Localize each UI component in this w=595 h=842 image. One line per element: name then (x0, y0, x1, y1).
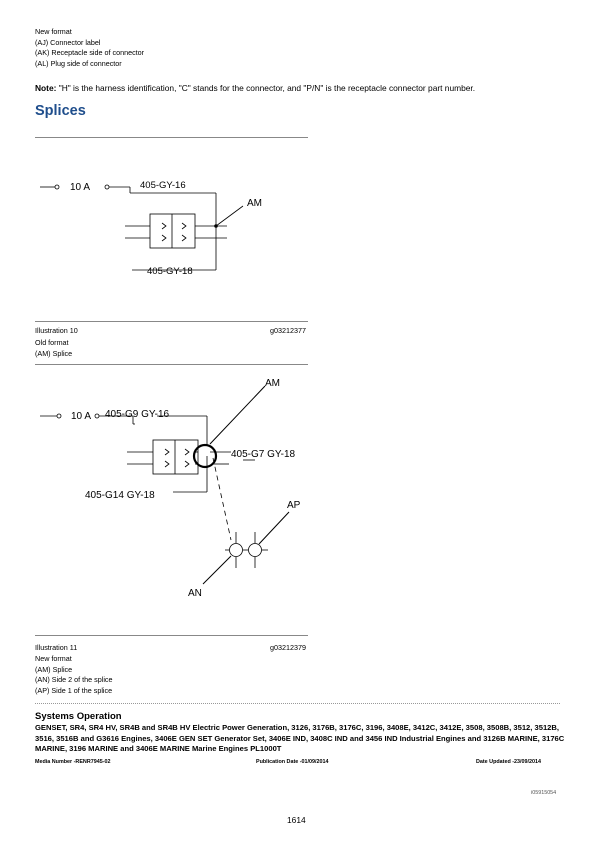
connector-box (150, 214, 195, 248)
media-number: Media Number -RENR7945-02 (35, 759, 111, 765)
divider (35, 321, 308, 322)
publication-date: Publication Date -01/09/2014 (256, 759, 329, 765)
document-id: i05915054 (531, 790, 557, 796)
caption-line: (AL) Plug side of connector (35, 58, 122, 68)
date-updated: Date Updated -23/09/2014 (476, 759, 542, 765)
callout-leader (259, 512, 289, 544)
fuse-terminal (57, 414, 61, 418)
fuse-label: 10 A (69, 182, 91, 193)
divider (35, 137, 308, 138)
illustration-code: g03212379 (270, 643, 306, 652)
callout-leader (216, 206, 243, 226)
page-number: 1614 (287, 815, 306, 825)
top-caption (35, 27, 144, 69)
caption-line: New format (35, 27, 72, 36)
wire-label: 405-G9 GY-16 (105, 409, 170, 420)
note-label: Note: (35, 83, 57, 93)
illustration-11-diagram (35, 372, 310, 604)
splice-side-2 (230, 544, 243, 557)
section-title: Splices (35, 103, 86, 119)
callout-am: AM (265, 378, 280, 389)
caption-line: New format (35, 654, 72, 663)
pin-chevron (165, 449, 169, 455)
pin-chevron (162, 223, 166, 229)
pin-chevron (165, 461, 169, 467)
caption-line: (AP) Side 1 of the splice (35, 685, 113, 695)
wire-label: 405-G7 GY-18 (231, 449, 296, 460)
callout-leader (213, 458, 231, 540)
wire-label: 405-GY-16 (140, 180, 186, 191)
fuse-terminal (95, 414, 99, 418)
fuse-terminal (105, 185, 109, 189)
callout-ap: AP (287, 500, 301, 511)
pin-chevron (182, 223, 186, 229)
illustration-caption (35, 338, 72, 359)
footer-divider (35, 703, 560, 704)
caption-line: (AM) Splice (35, 348, 73, 358)
callout-am: AM (247, 198, 262, 209)
illustration-10-diagram (35, 150, 295, 290)
pin-chevron (162, 235, 166, 241)
fuse-label: 10 A (70, 411, 92, 422)
wire-label: 405-GY-18 (147, 266, 193, 277)
splice-dot (214, 224, 218, 228)
callout-leader (210, 386, 265, 444)
note-paragraph (35, 83, 475, 93)
splice-marker (194, 445, 216, 467)
systems-operation-title: Systems Operation (35, 711, 122, 722)
caption-line: (AK) Receptacle side of connector (35, 48, 145, 57)
illustration-number: Illustration 10 (35, 326, 78, 335)
pin-chevron (185, 461, 189, 467)
caption-line: Old format (35, 338, 69, 347)
splice-side-1 (249, 544, 262, 557)
illustration-caption (35, 654, 113, 696)
pin-chevron (185, 449, 189, 455)
divider (35, 635, 308, 636)
divider (35, 364, 308, 365)
fuse-terminal (55, 185, 59, 189)
illustration-number: Illustration 11 (35, 643, 78, 652)
caption-line: (AN) Side 2 of the splice (35, 675, 113, 684)
caption-line: (AJ) Connector label (35, 37, 101, 47)
callout-an: AN (188, 588, 202, 599)
illustration-code: g03212377 (270, 326, 306, 335)
product-description: GENSET, SR4, SR4 HV, SR4B and SR4B HV Electric Power Generation, 3126, 3176B, 3176C, 3196, 3408E, 3412C, 3412E, 3508, 3508B, 3512, 3512B, 3516, 3516B and G3616 Engines, 3406E GEN SET Generator Set, 3406E IND, 3408C IND and 3456 IND Industrial Engines and 3126B MARINE, 3176C MARINE, 3196 MARINE and 3406E MARINE Marine Engines PL1000T (35, 723, 565, 754)
caption-line: (AM) Splice (35, 664, 73, 674)
connector-box (153, 440, 198, 474)
wire-label: 405-G14 GY-18 (85, 490, 155, 501)
pin-chevron (182, 235, 186, 241)
note-text: "H" is the harness identification, "C" stands for the connector, and "P/N" is the receptacle connector part number. (56, 83, 476, 93)
callout-leader (203, 556, 231, 584)
